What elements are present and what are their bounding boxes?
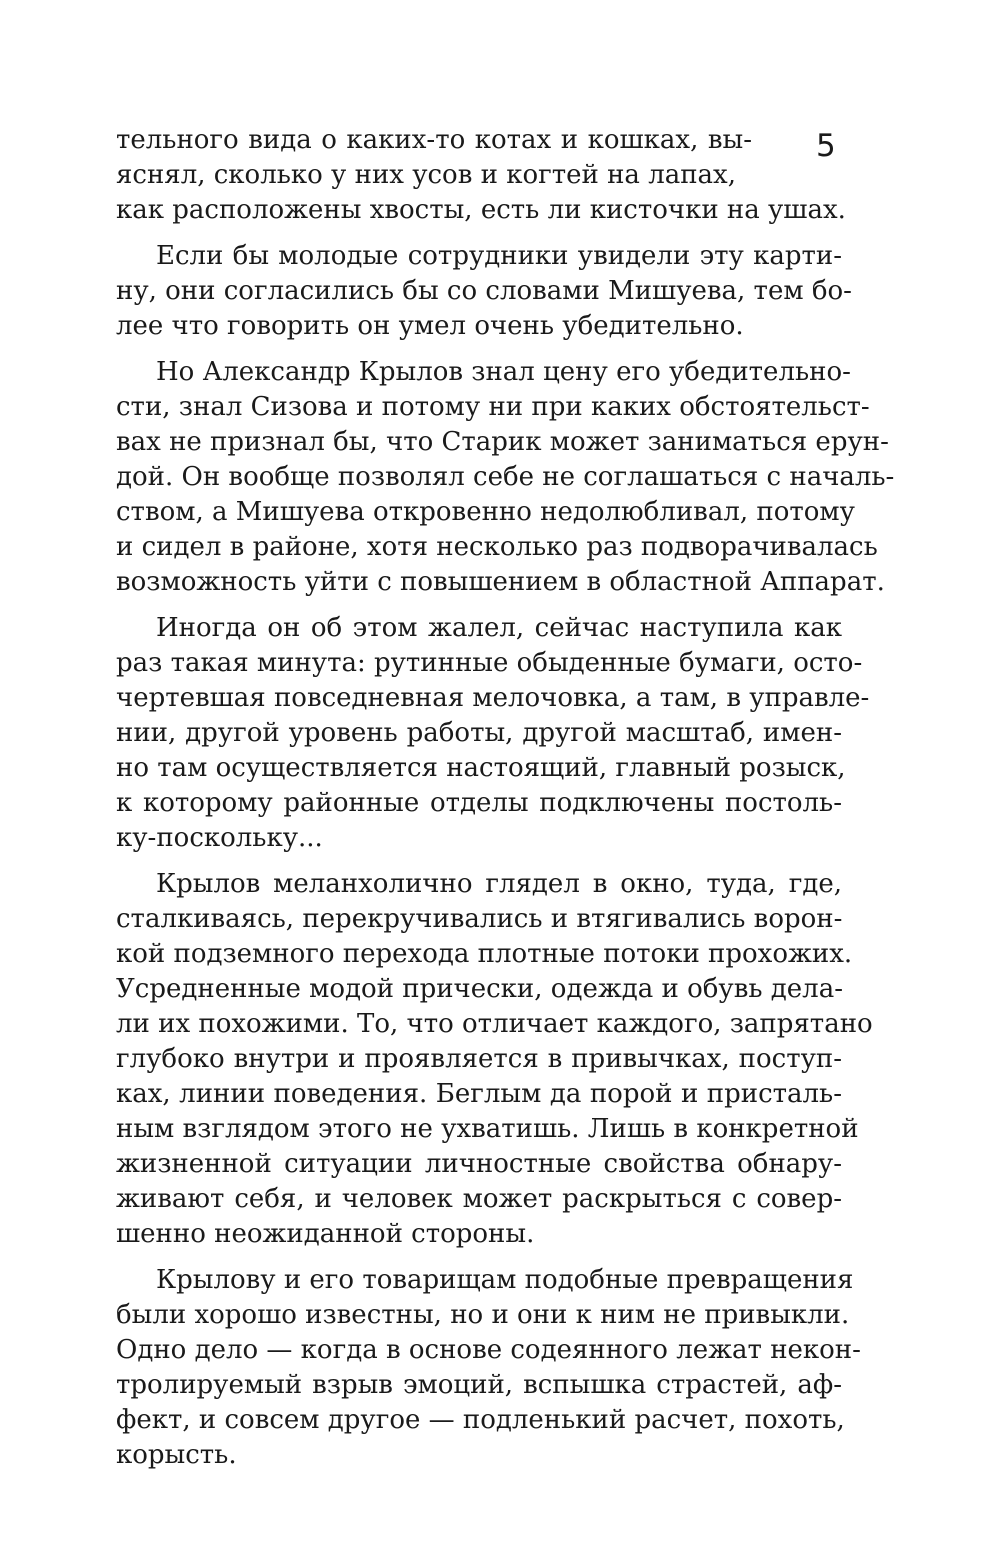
text-line: Если бы молодые сотрудники увидели эту карти- — [156, 241, 842, 271]
text-line: ли их похожими. То, что отличает каждого, запрятано — [116, 1009, 873, 1039]
text-line: шенно неожиданной стороны. — [116, 1219, 535, 1249]
text-line: как расположены хвосты, есть ли кисточки на ушах. — [116, 195, 846, 225]
text-line: ным взглядом этого не ухватишь. Лишь в конкретной — [116, 1114, 859, 1144]
body-text — [116, 123, 895, 1473]
text-line: живают себя, и человек может раскрыться с совер- — [116, 1184, 842, 1214]
text-line: Но Александр Крылов знал цену его убедительно- — [156, 357, 851, 387]
text-line: тельного вида о каких-то котах и кошках, вы- — [116, 125, 752, 155]
text-line: фект, и совсем другое — подленький расчет, похоть, — [116, 1405, 845, 1435]
text-line: Усредненные модой прически, одежда и обувь дела- — [116, 974, 843, 1004]
text-line: были хорошо известны, но и они к ним не привыкли. — [116, 1300, 850, 1330]
text-line: ством, а Мишуева откровенно недолюбливал, потому — [116, 497, 855, 527]
text-line: Иногда он об этом жалел, сейчас наступила как — [156, 613, 842, 643]
text-line: сти, знал Сизова и потому ни при каких обстоятельст- — [116, 392, 870, 422]
text-line: ках, линии поведения. Беглым да порой и присталь- — [116, 1079, 842, 1109]
text-line: Крылову и его товарищам подобные превращения — [156, 1265, 854, 1295]
text-line: ну, они согласились бы со словами Мишуева, тем бо- — [116, 276, 852, 306]
text-line: яснял, сколько у них усов и когтей на лапах, — [116, 160, 736, 190]
text-line: тролируемый взрыв эмоций, вспышка страстей, аф- — [116, 1370, 842, 1400]
text-line: но там осуществляется настоящий, главный розыск, — [116, 753, 846, 783]
text-line: Крылов меланхолично глядел в окно, туда, где, — [156, 869, 842, 899]
text-line: возможность уйти с повышением в областной Аппарат. — [116, 567, 885, 597]
text-line: кой подземного перехода плотные потоки прохожих. — [116, 939, 853, 969]
text-line: Одно дело — когда в основе содеянного лежат некон- — [116, 1335, 861, 1365]
text-line: дой. Он вообще позволял себе не соглашаться с началь- — [116, 462, 895, 492]
text-line: глубоко внутри и проявляется в привычках, поступ- — [116, 1044, 842, 1074]
text-line: жизненной ситуации личностные свойства обнару- — [116, 1149, 842, 1179]
text-line: корысть. — [116, 1440, 237, 1470]
text-line: ку-поскольку... — [116, 823, 323, 853]
text-line: и сидел в районе, хотя несколько раз подворачивалась — [116, 532, 878, 562]
page-number: 5 — [816, 128, 836, 164]
text-line: лее что говорить он умел очень убедительно. — [116, 311, 744, 341]
text-line: раз такая минута: рутинные обыденные бумаги, осто- — [116, 648, 863, 678]
text-line: чертевшая повседневная мелочовка, а там, в управле- — [116, 683, 870, 713]
text-line: к которому районные отделы подключены постоль- — [116, 788, 842, 818]
text-line: вах не признал бы, что Старик может заниматься ерун- — [116, 427, 889, 457]
text-line: нии, другой уровень работы, другой масштаб, имен- — [116, 718, 842, 748]
text-line: сталкиваясь, перекручивались и втягивались ворон- — [116, 904, 843, 934]
